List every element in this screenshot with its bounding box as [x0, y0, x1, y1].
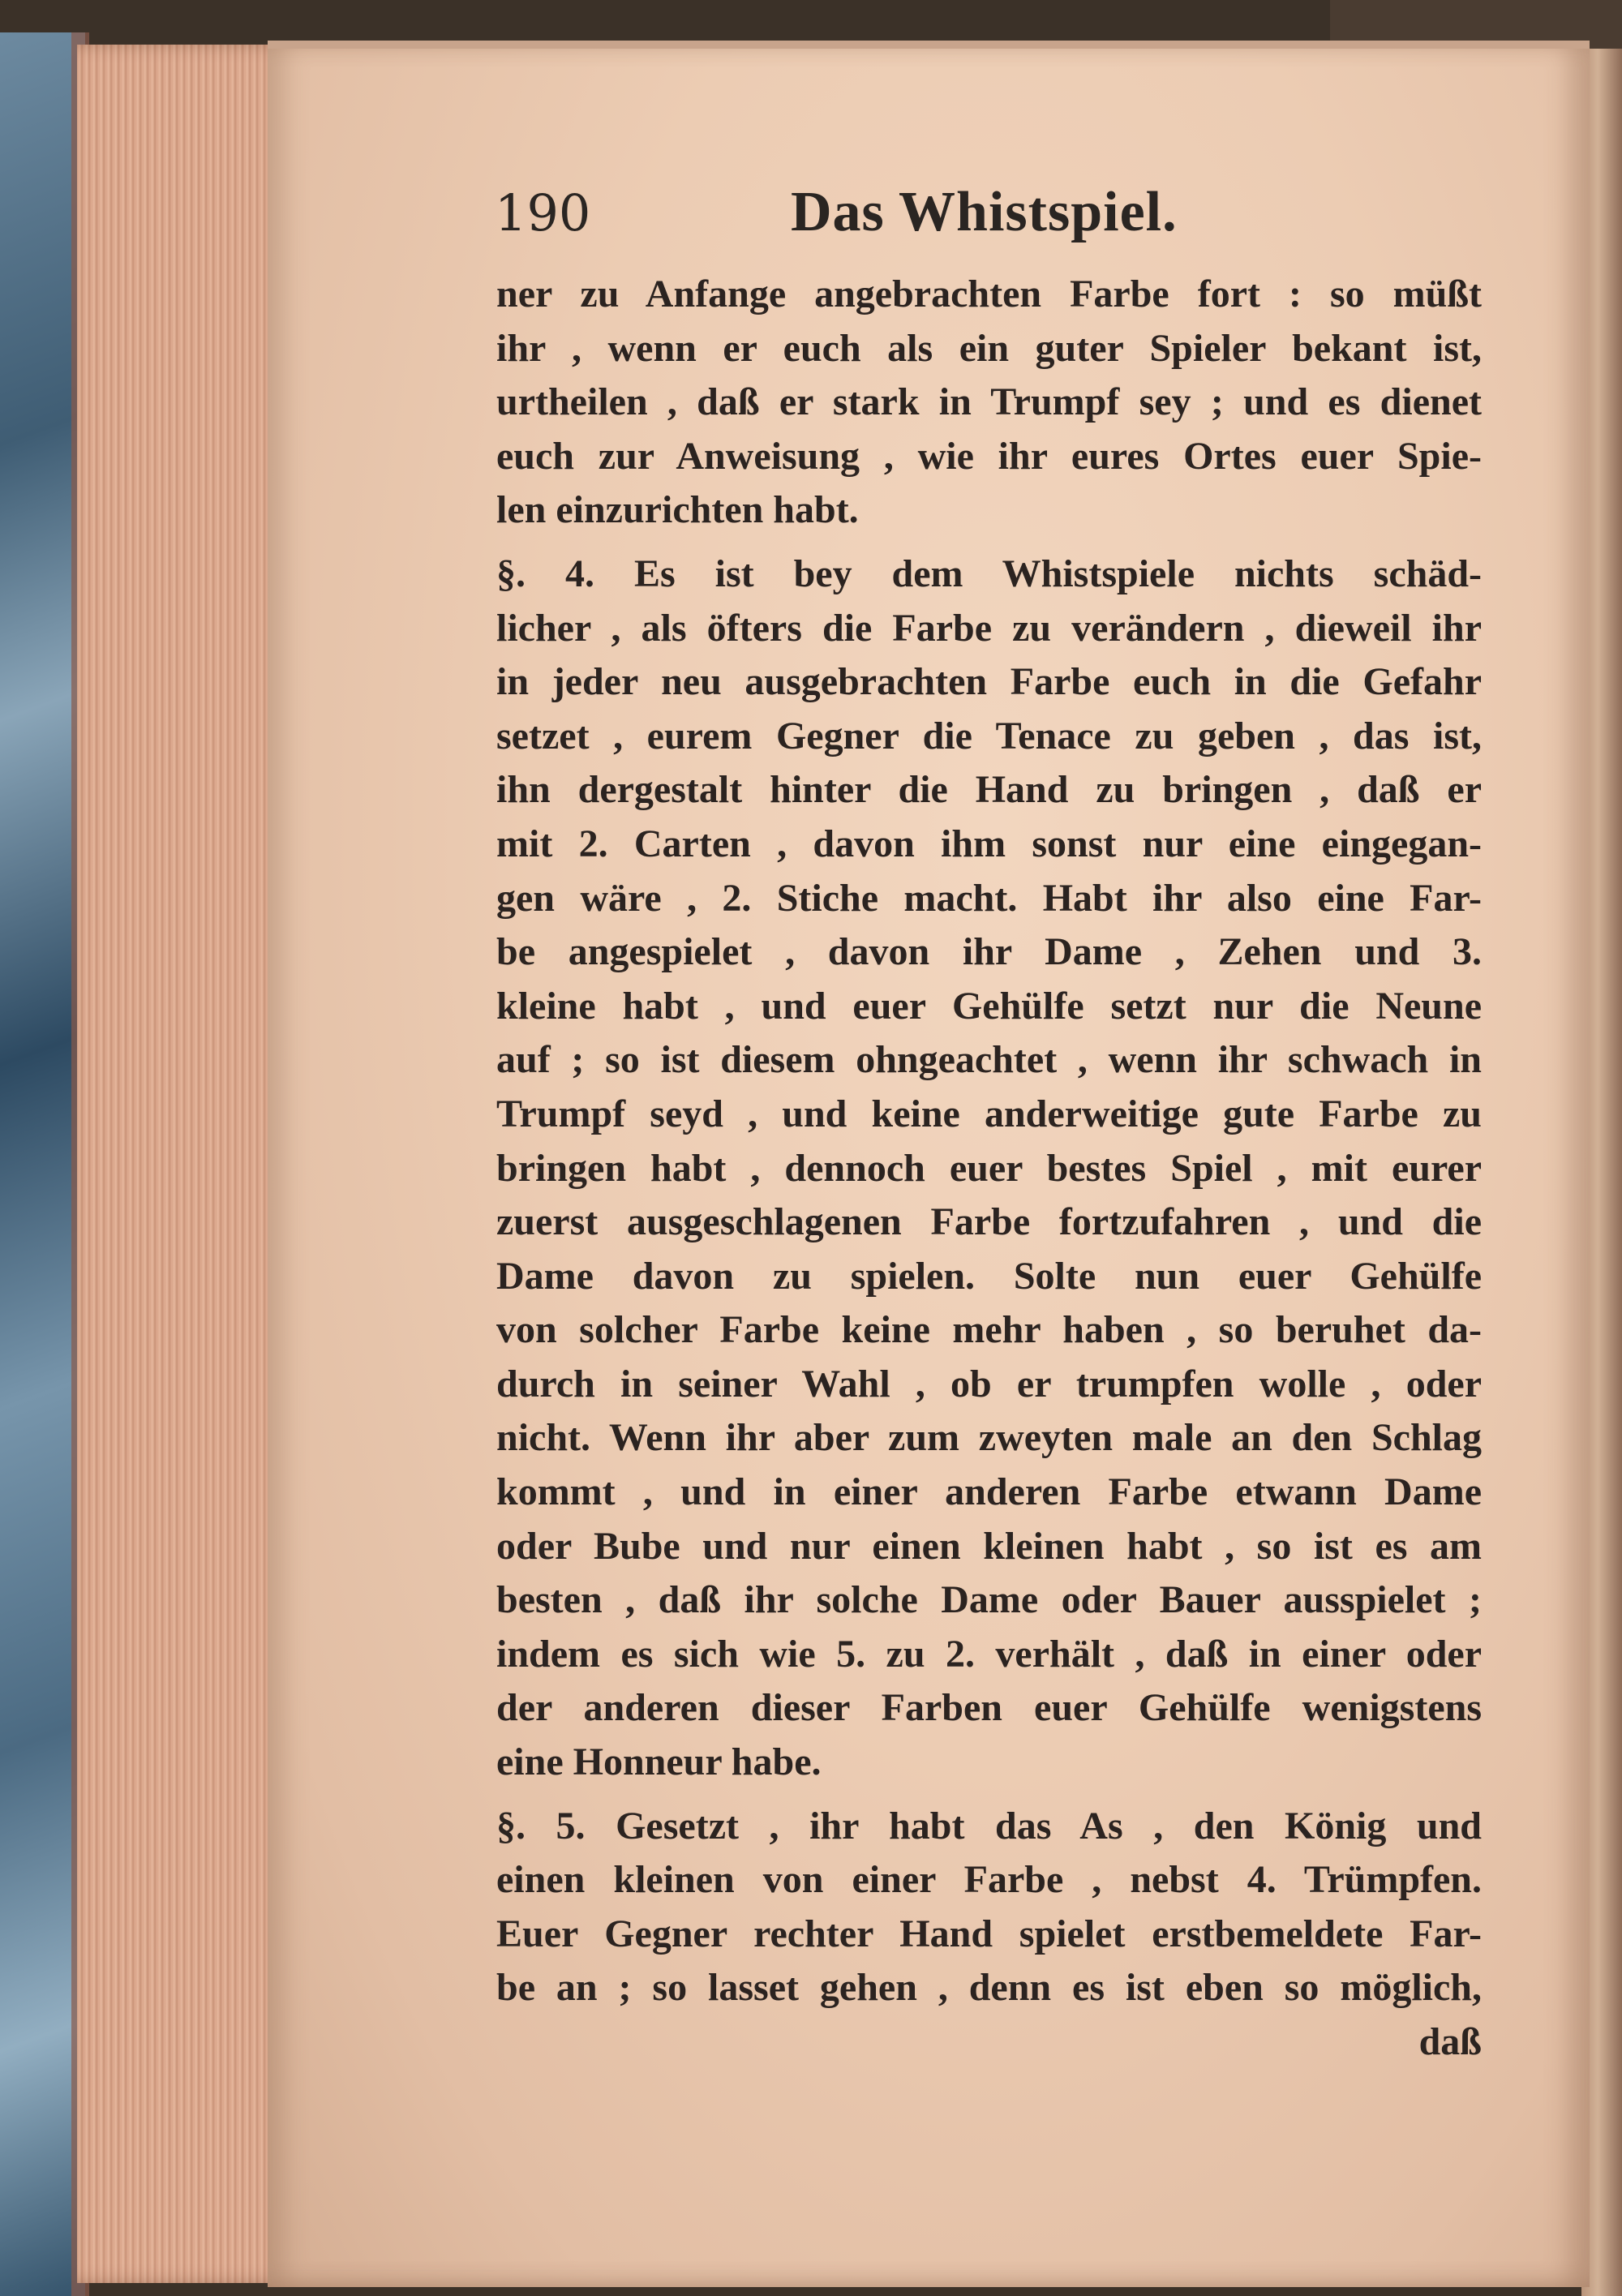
- text-line: in jeder neu ausgebrachten Farbe euch in die Gefahr: [496, 660, 1482, 704]
- text-line: mit 2. Carten , davon ihm sonst nur eine eingegan-: [496, 822, 1482, 865]
- text-line: von solcher Farbe keine mehr haben , so beruhet da-: [496, 1308, 1482, 1352]
- text-line: be an ; so lasset gehen , denn es ist eben so möglich,: [496, 1966, 1482, 2010]
- text-line: kommt , und in einer anderen Farbe etwann Dame: [496, 1470, 1482, 1514]
- text-line: auf ; so ist diesem ohngeachtet , wenn ihr schwach in: [496, 1038, 1482, 1082]
- text-line: eine Honneur habe.: [496, 1740, 822, 1784]
- text-line: setzet , eurem Gegner die Tenace zu geben , das ist,: [496, 714, 1482, 757]
- body-text: [496, 268, 1482, 2070]
- text-line: be angespielet , davon ihr Dame , Zehen und 3.: [496, 930, 1482, 974]
- page-number: 190: [495, 183, 591, 242]
- text-line: Euer Gegner rechter Hand spielet erstbemeldete Far-: [496, 1912, 1482, 1955]
- text-line: Trumpf seyd , und keine anderweitige gute Farbe zu: [496, 1092, 1482, 1135]
- text-line: indem es sich wie 5. zu 2. verhält , daß in einer oder: [496, 1632, 1482, 1676]
- text-line: durch in seiner Wahl , ob er trumpfen wolle , oder: [496, 1362, 1482, 1405]
- running-title: Das Whistspiel.: [791, 181, 1178, 243]
- text-line: §. 5. Gesetzt , ihr habt das As , den König und: [496, 1804, 1482, 1848]
- text-line: der anderen dieser Farben euer Gehülfe wenigstens: [496, 1686, 1482, 1730]
- text-line: §. 4. Es ist bey dem Whistspiele nichts schäd-: [496, 551, 1482, 595]
- text-line: euch zur Anweisung , wie ihr eures Ortes euer Spie-: [496, 434, 1482, 478]
- text-line: urtheilen , daß er stark in Trumpf sey ; und es dienet: [496, 380, 1482, 424]
- text-line: len einzurichten habt.: [496, 488, 859, 532]
- text-line: bringen habt , dennoch euer bestes Spiel , mit eurer: [496, 1146, 1482, 1190]
- text-line: besten , daß ihr solche Dame oder Bauer ausspielet ;: [496, 1578, 1482, 1622]
- text-line: zuerst ausgeschlagenen Farbe fortzufahren , und die: [496, 1200, 1482, 1244]
- text-line: licher , als öfters die Farbe zu verändern , dieweil ihr: [496, 606, 1482, 650]
- text-line: Dame davon zu spielen. Solte nun euer Gehülfe: [496, 1254, 1482, 1298]
- text-line: einen kleinen von einer Farbe , nebst 4. Trümpfen.: [496, 1858, 1482, 1902]
- text-line: nicht. Wenn ihr aber zum zweyten male an den Schlag: [496, 1416, 1482, 1460]
- text-line: ihr , wenn er euch als ein guter Spieler bekant ist,: [496, 326, 1482, 370]
- text-line: kleine habt , und euer Gehülfe setzt nur die Neune: [496, 984, 1482, 1028]
- page-header: [495, 183, 1468, 256]
- page-top-edge: [268, 41, 1590, 49]
- catchword: daß: [1418, 2020, 1482, 2063]
- text-line: oder Bube und nur einen kleinen habt , so ist es am: [496, 1524, 1482, 1568]
- text-line: ner zu Anfange angebrachten Farbe fort : so müßt: [496, 273, 1482, 315]
- text-line: ihn dergestalt hinter die Hand zu bringen , daß er: [496, 768, 1482, 812]
- text-line: gen wäre , 2. Stiche macht. Habt ihr also eine Far-: [496, 876, 1482, 920]
